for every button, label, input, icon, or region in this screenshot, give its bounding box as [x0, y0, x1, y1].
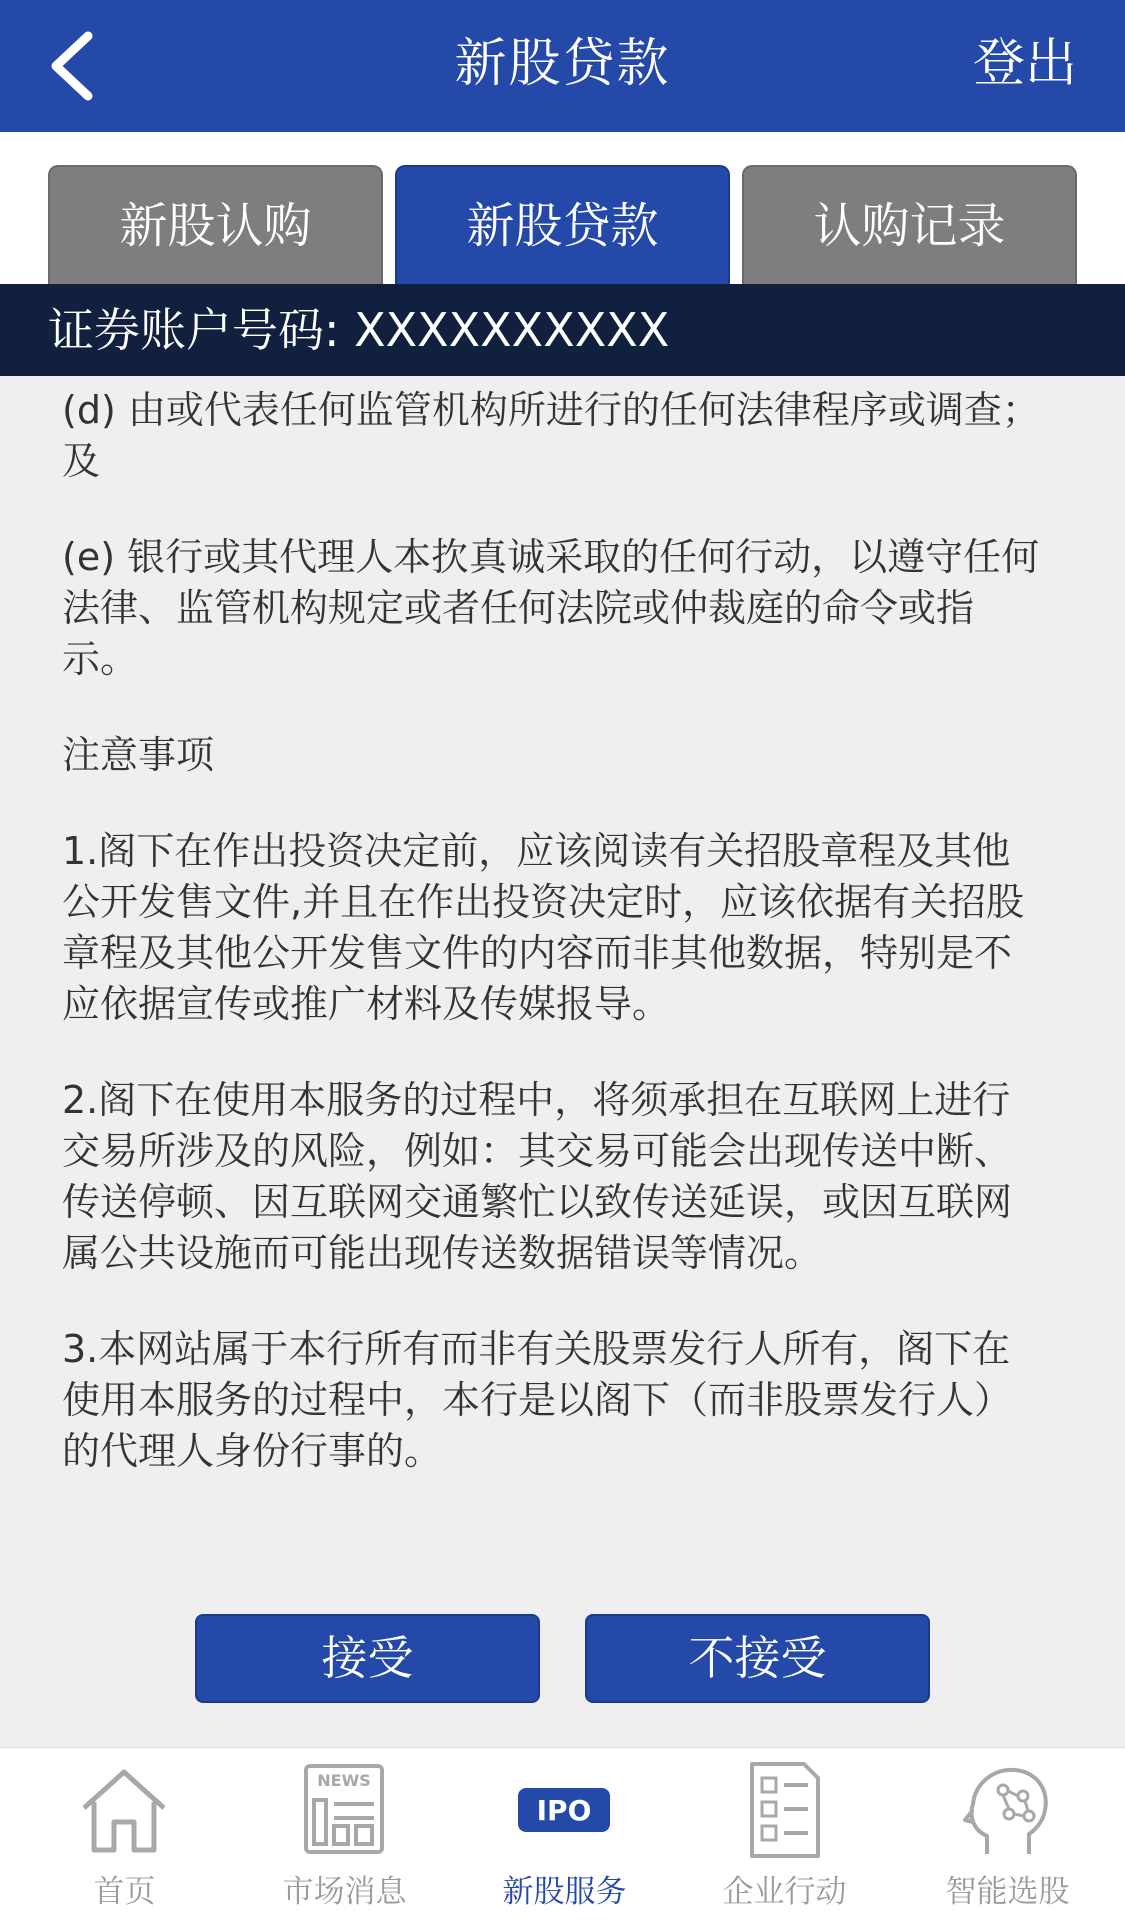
- page-title: 新股贷款: [454, 34, 671, 94]
- nav-label: 首页: [93, 1874, 156, 1910]
- logout-button[interactable]: 登出: [972, 34, 1077, 94]
- terms-heading: 注意事项: [62, 733, 215, 777]
- brain-icon: [957, 1760, 1057, 1860]
- nav-label: 市场消息: [282, 1874, 407, 1910]
- ipo-icon-badge: IPO: [536, 1794, 592, 1827]
- nav-label: 智能选股: [945, 1874, 1070, 1910]
- tab-ipo-loan[interactable]: 新股贷款: [395, 165, 730, 284]
- top-navigation-bar: [0, 0, 1125, 132]
- account-number-label: 证券账户号码: XXXXXXXXXX: [48, 303, 670, 357]
- nav-item-smart-stock-picker[interactable]: [895, 1748, 1120, 1930]
- account-bar: [0, 284, 1125, 376]
- ipo-icon: [514, 1760, 614, 1860]
- news-icon-badge: NEWS: [317, 1771, 371, 1790]
- accept-button[interactable]: 接受: [195, 1614, 540, 1703]
- terms-content: [62, 385, 1042, 1522]
- terms-paragraph: (d) 由或代表任何监管机构所进行的任何法律程序或调查；及: [62, 388, 1040, 483]
- reject-button[interactable]: 不接受: [585, 1614, 930, 1703]
- home-icon: [74, 1760, 174, 1860]
- news-icon: [294, 1760, 394, 1860]
- nav-label: 新股服务: [502, 1874, 627, 1910]
- terms-paragraph: 3.本网站属于本行所有而非有关股票发行人所有，阁下在使用本服务的过程中，本行是以阁下（而非股票发行人）的代理人身份行事的。: [62, 1327, 1013, 1473]
- bottom-navigation: [0, 1747, 1125, 1930]
- nav-label: 企业行动: [722, 1874, 847, 1910]
- nav-item-ipo-service[interactable]: [452, 1748, 677, 1930]
- nav-item-corporate-actions[interactable]: [672, 1748, 897, 1930]
- nav-item-market-news[interactable]: [232, 1748, 457, 1930]
- tab-ipo-subscription[interactable]: 新股认购: [48, 165, 383, 284]
- checklist-icon: [734, 1760, 834, 1860]
- nav-item-home[interactable]: [12, 1748, 237, 1930]
- terms-paragraph: (e) 银行或其代理人本扻真诚采取的任何行动，以遵守任何法律、监管机构规定或者任何法院或仲裁庭的命令或指示。: [62, 535, 1040, 681]
- tab-strip: [0, 132, 1125, 284]
- terms-paragraph: 1.阁下在作出投资决定前，应该阅读有关招股章程及其他公开发售文件,并且在作出投资决定时，应该依据有关招股章程及其他公开发售文件的内容而非其他数据，特别是不应依据宣传或推广材料及传媒报导。: [62, 829, 1025, 1026]
- tab-subscription-records[interactable]: 认购记录: [742, 165, 1077, 284]
- terms-paragraph: 2.阁下在使用本服务的过程中，将须承担在互联网上进行交易所涉及的风险，例如：其交易可能会出现传送中断、传送停顿、因互联网交通繁忙以致传送延误，或因互联网属公共设施而可能出现传送数据错误等情况。: [62, 1078, 1013, 1275]
